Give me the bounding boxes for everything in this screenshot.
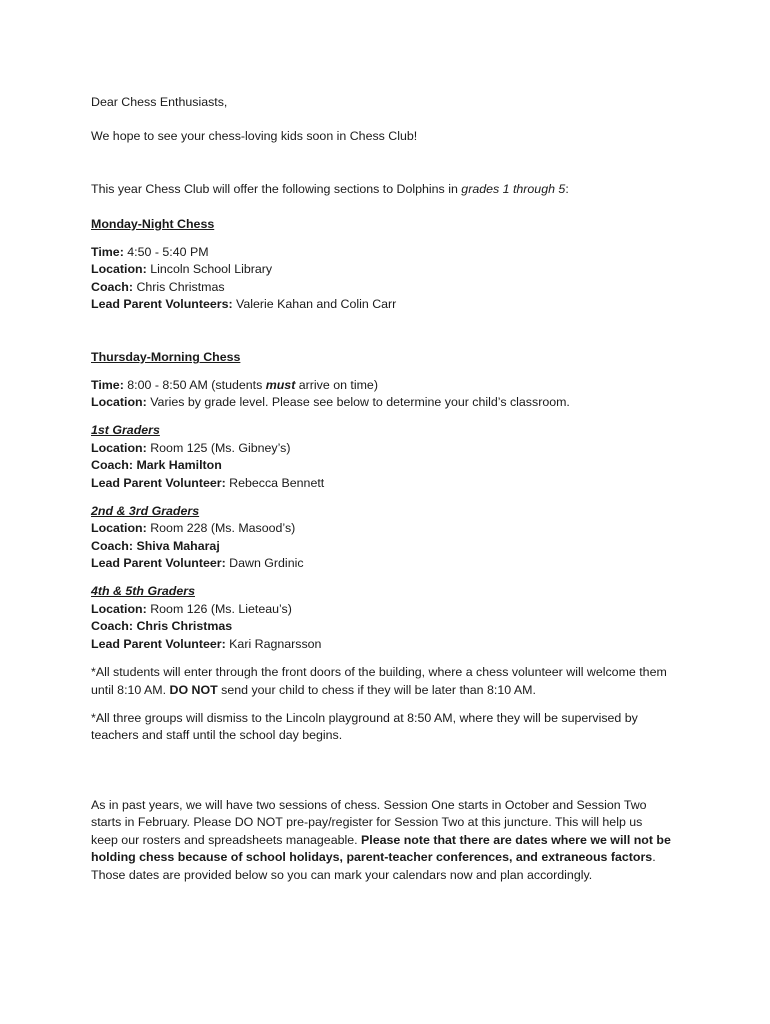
note-entry-do-not: DO NOT <box>169 683 218 697</box>
group-3-coach-value: Chris Christmas <box>133 619 233 633</box>
monday-volunteers-value: Valerie Kahan and Colin Carr <box>232 297 397 311</box>
grades-range: grades 1 through 5 <box>461 182 566 196</box>
monday-volunteers-label: Lead Parent Volunteers: <box>91 297 233 311</box>
note-entry: *All students will enter through the front doors of the building, where a chess volunteer will welcome them <box>91 665 667 679</box>
sessions-line-2: starts in February. Please DO NOT pre-pay/register for Session Two at this juncture. This will help us <box>91 815 643 829</box>
sessions-line-3-text: keep our rosters and spreadsheets manageable. <box>91 833 362 847</box>
group-1-volunteer <box>91 475 324 491</box>
monday-location <box>91 261 272 277</box>
group-1-location <box>91 440 290 456</box>
monday-time <box>91 244 209 260</box>
monday-heading: Monday-Night Chess <box>91 217 215 231</box>
sessions-line-4-end: . <box>652 850 656 864</box>
sessions-line-1: As in past years, we will have two sessions of chess. Session One starts in October and Session Two <box>91 798 647 812</box>
group-3-volunteer-label: Lead Parent Volunteer: <box>91 637 226 651</box>
group-3-location <box>91 601 292 617</box>
group-1-volunteer-label: Lead Parent Volunteer: <box>91 476 226 490</box>
monday-location-value: Lincoln School Library <box>146 262 273 276</box>
thursday-time-value-end: arrive on time) <box>295 378 378 392</box>
intro-text: We hope to see your chess-loving kids soon in Chess Club! <box>91 129 418 143</box>
salutation: Dear Chess Enthusiasts, <box>91 95 228 109</box>
group-2-heading: 2nd & 3rd Graders <box>91 504 200 518</box>
group-2-coach <box>91 538 220 554</box>
monday-volunteers <box>91 296 396 312</box>
thursday-location <box>91 394 570 410</box>
thursday-location-value: Varies by grade level. Please see below to determine your child’s classroom. <box>146 395 570 409</box>
group-3-coach-label: Coach: <box>91 619 133 633</box>
group-3-volunteer <box>91 636 321 652</box>
group-1-coach <box>91 457 222 473</box>
sessions-line-3-bold: Please note that there are dates where we will not be <box>361 833 671 847</box>
group-1-heading: 1st Graders <box>91 423 160 437</box>
note-dismiss-cont: teachers and staff until the school day begins. <box>91 728 343 742</box>
thursday-location-label: Location: <box>91 395 147 409</box>
group-2-location <box>91 520 295 536</box>
group-2-volunteer-value: Dawn Grdinic <box>225 556 304 570</box>
group-1-coach-label: Coach: <box>91 458 133 472</box>
group-2-volunteer <box>91 555 304 571</box>
thursday-time <box>91 377 378 393</box>
group-1-location-value: Room 125 (Ms. Gibney’s) <box>146 441 291 455</box>
group-3-heading: 4th & 5th Graders <box>91 584 195 598</box>
monday-location-label: Location: <box>91 262 147 276</box>
group-1-coach-value: Mark Hamilton <box>133 458 222 472</box>
note-dismiss: *All three groups will dismiss to the Lincoln playground at 8:50 AM, where they will be supervised by <box>91 711 638 725</box>
note-entry-text-end: send your child to chess if they will be later than 8:10 AM. <box>217 683 536 697</box>
note-entry-text: until 8:10 AM. <box>91 683 170 697</box>
monday-time-label: Time: <box>91 245 124 259</box>
thursday-heading: Thursday-Morning Chess <box>91 350 241 364</box>
group-2-location-value: Room 228 (Ms. Masood’s) <box>146 521 296 535</box>
monday-coach-value: Chris Christmas <box>133 280 225 294</box>
group-2-location-label: Location: <box>91 521 147 535</box>
group-3-coach <box>91 618 232 634</box>
sections-intro-end: : <box>565 182 569 196</box>
group-2-coach-value: Shiva Maharaj <box>133 539 220 553</box>
group-3-location-label: Location: <box>91 602 147 616</box>
thursday-time-value: 8:00 - 8:50 AM (students <box>123 378 266 392</box>
group-2-volunteer-label: Lead Parent Volunteer: <box>91 556 226 570</box>
sessions-line-4 <box>91 849 656 865</box>
sections-intro-text: This year Chess Club will offer the following sections to Dolphins in <box>91 182 462 196</box>
group-3-location-value: Room 126 (Ms. Lieteau’s) <box>146 602 292 616</box>
group-2-coach-label: Coach: <box>91 539 133 553</box>
group-1-volunteer-value: Rebecca Bennett <box>225 476 325 490</box>
sessions-line-5: Those dates are provided below so you can mark your calendars now and plan accordingly. <box>91 868 593 882</box>
group-3-volunteer-value: Kari Ragnarsson <box>225 637 322 651</box>
monday-coach <box>91 279 225 295</box>
monday-coach-label: Coach: <box>91 280 133 294</box>
group-1-location-label: Location: <box>91 441 147 455</box>
sessions-line-3 <box>91 832 671 848</box>
monday-time-value: 4:50 - 5:40 PM <box>123 245 209 259</box>
sections-intro <box>91 181 569 197</box>
sessions-line-4-bold: holding chess because of school holidays, parent-teacher conferences, and extraneous factors <box>91 850 653 864</box>
thursday-time-label: Time: <box>91 378 124 392</box>
thursday-time-must: must <box>265 378 296 392</box>
note-entry-cont <box>91 682 536 698</box>
